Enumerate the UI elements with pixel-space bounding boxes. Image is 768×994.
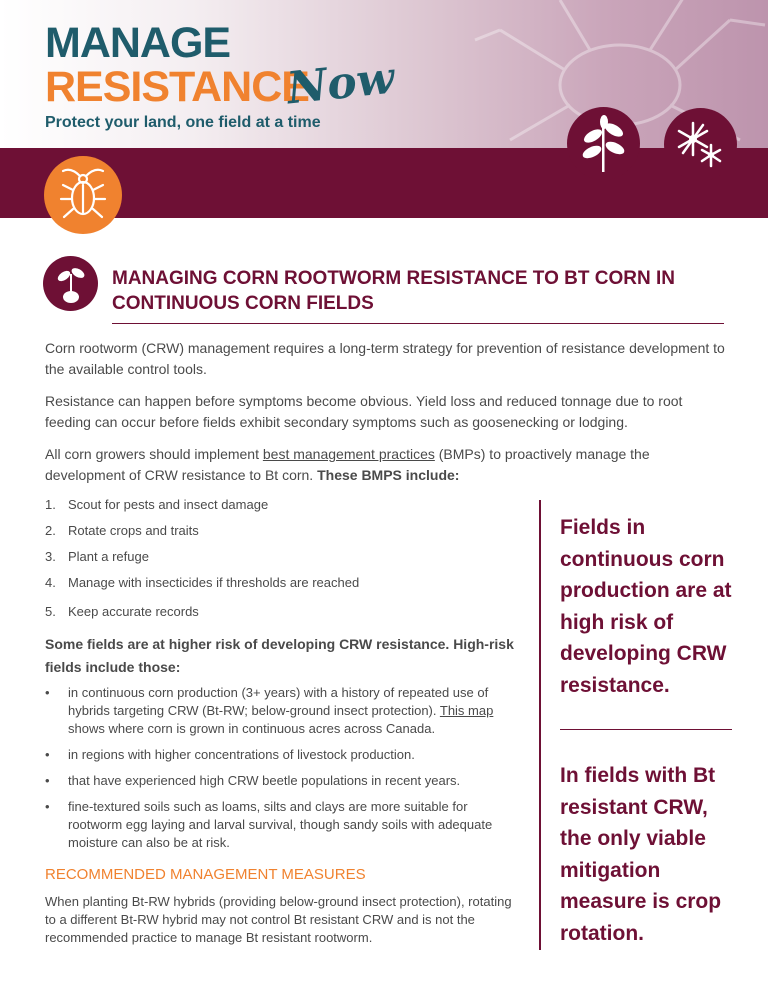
list-item: [45, 575, 515, 604]
sidebar-rule: [560, 729, 732, 730]
list-number: 3.: [45, 549, 56, 564]
list-text: Plant a refuge: [68, 549, 149, 564]
list-item: [45, 604, 515, 630]
plant-icon: [567, 107, 640, 180]
list-item: [45, 746, 515, 764]
bullet: •: [45, 685, 50, 700]
list-text: Manage with insecticides if thresholds are reached: [68, 575, 360, 590]
tagline: Protect your land, one field at a time: [45, 114, 321, 131]
list-item: [45, 523, 515, 549]
page-title: MANAGING CORN ROOTWORM RESISTANCE TO BT CORN IN CONTINUOUS CORN FIELDS: [112, 266, 724, 324]
list-text: Keep accurate records: [68, 604, 199, 619]
list-text: Rotate crops and traits: [68, 523, 199, 538]
list-text: Scout for pests and insect damage: [68, 497, 269, 512]
list-text: that have experienced high CRW beetle populations in recent years.: [68, 773, 461, 788]
list-item: [45, 549, 515, 575]
bullet: •: [45, 747, 50, 762]
bmp-link[interactable]: best management practices: [262, 446, 435, 462]
sidebar-divider: [539, 500, 541, 950]
intro-paragraph: Corn rootworm (CRW) management requires a long-term strategy for prevention of resistance development to the available control tools.: [45, 340, 725, 377]
bmp-list: [45, 497, 515, 630]
list-item: [45, 497, 515, 523]
flower-icon: [664, 108, 737, 181]
recommended-heading: RECOMMENDED MANAGEMENT MEASURES: [45, 866, 366, 883]
list-number: 1.: [45, 497, 56, 512]
list-item: [45, 684, 515, 738]
list-text: in continuous corn production (3+ years) with a history of repeated use of hybrids targeting CRW (Bt-RW; below-ground insect protection).: [68, 685, 489, 718]
resistance-paragraph: Resistance can happen before symptoms become obvious. Yield loss and reduced tonnage due to root feeding can occur before fields exhibit secondary symptoms such as goosenecking or lodging.: [45, 393, 683, 430]
bullet: •: [45, 773, 50, 788]
list-item: [45, 798, 515, 852]
logo-now: Now: [284, 52, 397, 115]
bmp-paragraph-text-2: (BMPs) to proactively manage the development of CRW resistance to Bt corn.: [45, 446, 650, 483]
list-number: 2.: [45, 523, 56, 538]
logo-manage: MANAGE: [45, 19, 231, 67]
map-link[interactable]: This map: [439, 703, 494, 718]
rootworm-beetle-icon: [44, 156, 122, 234]
bmp-lead-in: These BMPS include:: [317, 467, 460, 483]
list-number: 4.: [45, 575, 56, 590]
high-risk-list: [45, 684, 515, 860]
list-number: 5.: [45, 604, 56, 619]
list-item: [45, 772, 515, 790]
list-text-2: shows where corn is grown in continuous acres across Canada.: [68, 721, 436, 736]
bmp-paragraph: [45, 444, 730, 486]
callout-quote-1: Fields in continuous corn production are at high risk of developing CRW resistance.: [560, 516, 732, 697]
bullet: •: [45, 799, 50, 814]
high-risk-heading: Some fields are at higher risk of developing CRW resistance. High-risk fields include those:: [45, 636, 514, 675]
logo-resistance: RESISTANCE: [45, 63, 309, 111]
callout-quote-2: In fields with Bt resistant CRW, the only viable mitigation measure is crop rotation.: [560, 764, 722, 945]
recommended-text: When planting Bt-RW hybrids (providing below-ground insect protection), rotating to a different Bt-RW hybrid may not control Bt resistant CRW and is not the recommended practice to manage Bt resistant rootworm.: [45, 894, 512, 945]
bmp-paragraph-text: All corn growers should implement: [45, 446, 263, 462]
list-text: fine-textured soils such as loams, silts and clays are more suitable for rootworm egg laying and larval survival, though sandy soils with adequate moisture can also be at risk.: [68, 799, 493, 850]
list-text: in regions with higher concentrations of livestock production.: [68, 747, 415, 762]
seedling-icon: [43, 256, 98, 311]
